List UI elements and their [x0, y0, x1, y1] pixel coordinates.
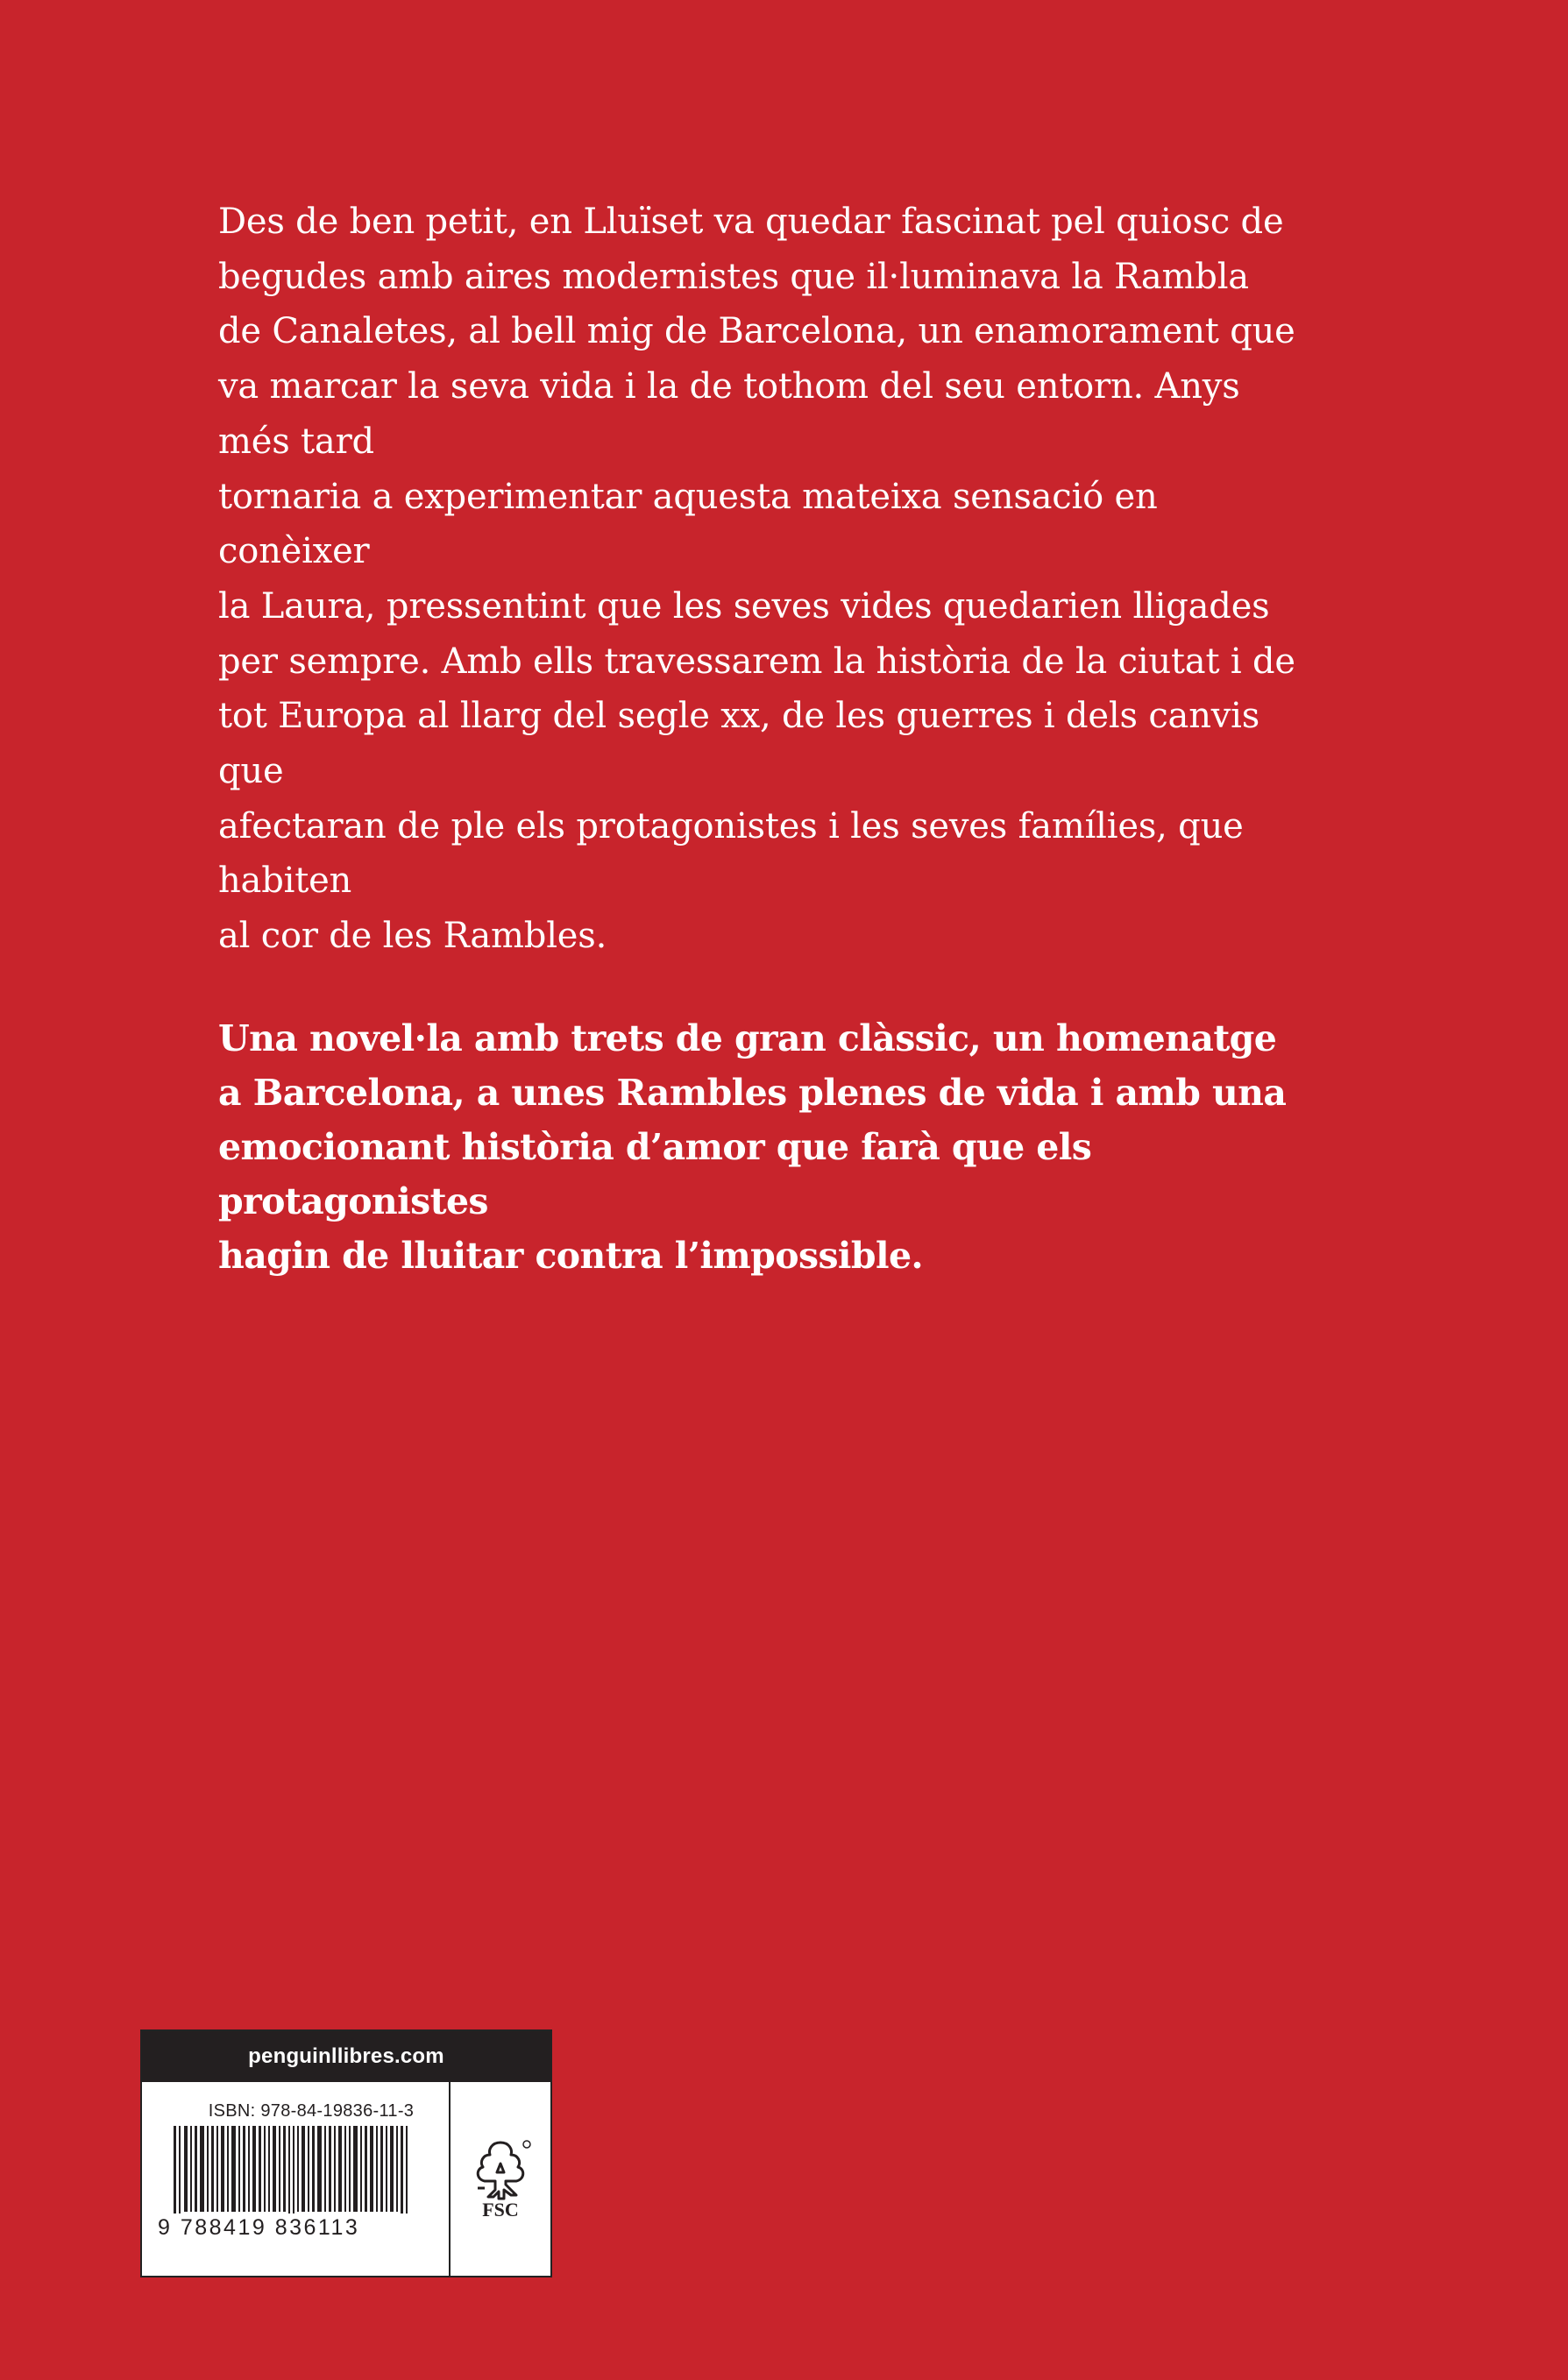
- tagline-paragraph: Una novel·la amb trets de gran clàssic, un homenatge a Barcelona, a unes Rambles plenes de vida i amb una emocionant història d’amor que farà que els protagonistes hagin de lluitar contra l’impossible.: [218, 1016, 1287, 1277]
- publisher-website: penguinllibres.com: [142, 2031, 550, 2082]
- synopsis-paragraph: Des de ben petit, en Lluïset va quedar fascinat pel quiosc de begudes amb aires modernistes que il·luminava la Rambla de Canaletes, al bell mig de Barcelona, un enamorament que va marcar la seva vida i la de tothom del seu entorn. Anys més tard tornaria a experimentar aquesta mateixa sensació en conèixer la Laura, pressentint que les seves vides quedarien lligades per sempre. Amb ells travessarem la història de la ciutat i de tot Europa al llarg del segle xx, de les guerres i dels canvis que afectaran de ple els protagonistes i les seves famílies, que habiten al cor de les Rambles.: [218, 202, 1295, 957]
- barcode-body: [142, 2082, 550, 2276]
- barcode-digits: 9 788419 836113: [158, 2215, 360, 2240]
- barcode-area: [142, 2082, 451, 2276]
- cover-text-block: [218, 195, 1305, 1283]
- fsc-tree-icon: [465, 2137, 536, 2221]
- barcode-box: [140, 2029, 552, 2277]
- barcode-icon: [156, 2126, 436, 2214]
- fsc-area: [451, 2082, 550, 2276]
- isbn-label: ISBN: 978-84-19836-11-3: [208, 2101, 415, 2121]
- fsc-label: FSC: [482, 2198, 519, 2221]
